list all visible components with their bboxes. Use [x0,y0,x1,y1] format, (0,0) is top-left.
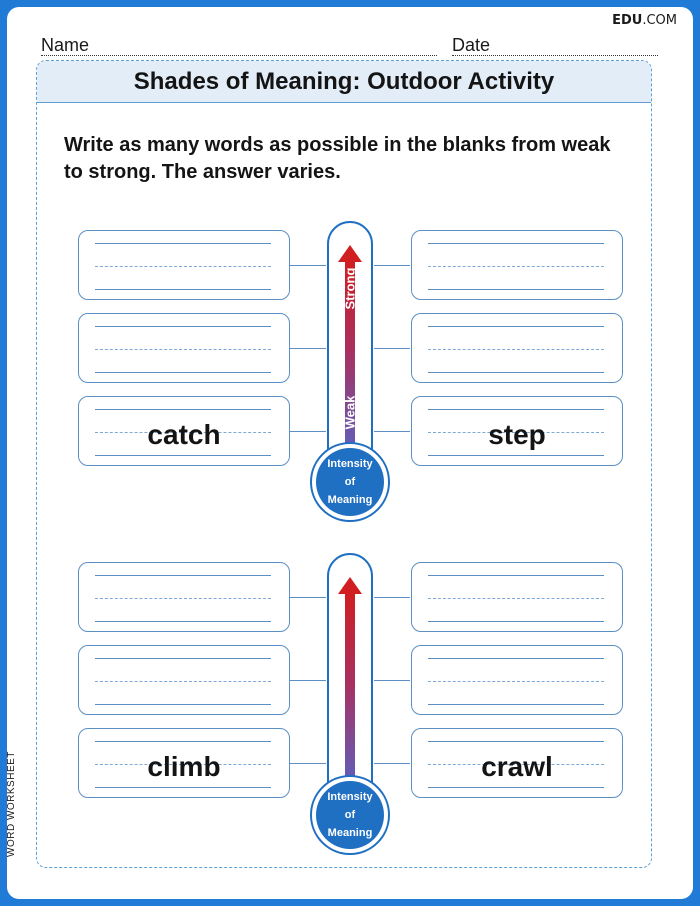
word-catch: catch [147,419,221,450]
brand-logo: EDU.COM [612,13,677,28]
word-box-left [78,396,290,466]
connector-line [290,348,326,349]
word-box-left [78,728,290,798]
name-field[interactable] [41,55,437,56]
intensity-scale [327,553,373,813]
connector-line [374,348,410,349]
connector-line [290,597,326,598]
blank-box[interactable] [78,313,290,383]
word-step: step [488,419,546,450]
connector-line [290,431,326,432]
connector-line [290,763,326,764]
intensity-bulb [310,775,390,855]
arrow-head-icon [338,245,362,262]
blank-box[interactable] [78,562,290,632]
title-bar [37,61,651,103]
name-date-row [41,35,669,59]
blank-box[interactable] [78,230,290,300]
connector-line [374,431,410,432]
connector-line [374,265,410,266]
blank-box[interactable] [411,645,623,715]
page-title: Shades of Meaning: Outdoor Activity [133,67,555,95]
strong-label: Strong [342,267,358,310]
blank-box[interactable] [78,645,290,715]
blank-box[interactable] [411,230,623,300]
name-label: Name [41,35,90,55]
word-box-right [411,396,623,466]
date-field[interactable] [452,55,658,56]
scale-arrow [345,593,355,793]
word-box-right [411,728,623,798]
bulb-label: Intensity of Meaning [316,781,384,849]
connector-line [374,597,410,598]
instruction-text: Write as many words as possible in the blanks from weak to strong. The answer varies. [64,134,611,183]
intensity-bulb [310,442,390,522]
date-label: Date [452,35,491,55]
connector-line [290,680,326,681]
connector-line [374,763,410,764]
bulb-label: Intensity of Meaning [316,448,384,516]
side-label: WORD WORKSHEET [6,751,17,857]
connector-line [290,265,326,266]
arrow-head-icon [338,577,362,594]
blank-box[interactable] [411,313,623,383]
weak-label: Weak [342,395,358,430]
connector-line [374,680,410,681]
word-crawl: crawl [481,751,553,782]
blank-box[interactable] [411,562,623,632]
word-climb: climb [147,751,221,782]
